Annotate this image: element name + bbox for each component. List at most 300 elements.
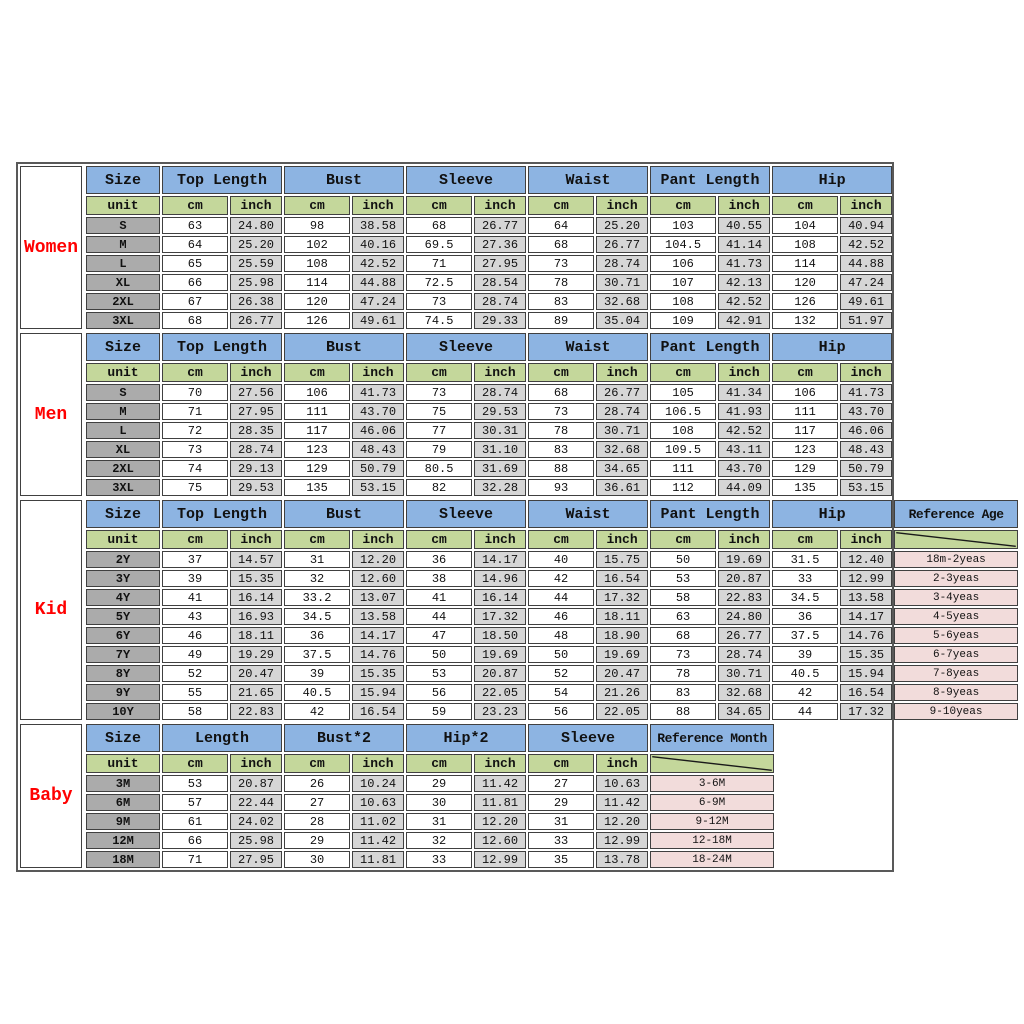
value-cm: 33: [528, 832, 594, 849]
reference-value: 8-9yeas: [894, 684, 1018, 701]
cm-label: cm: [162, 363, 228, 382]
value-cm: 63: [162, 217, 228, 234]
header-row: [86, 500, 1018, 528]
reference-value: 7-8yeas: [894, 665, 1018, 682]
column-header-waist: Waist: [528, 333, 648, 361]
column-header-hip: Hip: [772, 333, 892, 361]
value-cm: 114: [284, 274, 350, 291]
size-label: 12M: [86, 832, 160, 849]
value-inch: 12.20: [596, 813, 648, 830]
value-inch: 15.35: [840, 646, 892, 663]
cm-label: cm: [528, 754, 594, 773]
value-cm: 49: [162, 646, 228, 663]
value-cm: 50: [650, 551, 716, 568]
value-cm: 31.5: [772, 551, 838, 568]
value-cm: 36: [406, 551, 472, 568]
value-inch: 30.31: [474, 422, 526, 439]
value-cm: 64: [528, 217, 594, 234]
value-inch: 46.06: [352, 422, 404, 439]
value-inch: 11.42: [596, 794, 648, 811]
column-header-sleeve: Sleeve: [528, 724, 648, 752]
value-cm: 135: [772, 479, 838, 496]
value-inch: 53.15: [352, 479, 404, 496]
value-inch: 11.42: [474, 775, 526, 792]
table-row: [86, 255, 892, 272]
size-label: L: [86, 422, 160, 439]
value-inch: 29.33: [474, 312, 526, 329]
value-cm: 34.5: [772, 589, 838, 606]
cm-label: cm: [162, 754, 228, 773]
value-inch: 24.80: [718, 608, 770, 625]
inch-label: inch: [596, 363, 648, 382]
value-cm: 111: [284, 403, 350, 420]
size-chart-section-women: [18, 164, 892, 331]
column-header-waist: Waist: [528, 500, 648, 528]
cm-label: cm: [772, 196, 838, 215]
cm-label: cm: [406, 196, 472, 215]
size-label: S: [86, 217, 160, 234]
table-row: [86, 441, 892, 458]
section-label-baby: Baby: [20, 724, 82, 868]
value-inch: 15.75: [596, 551, 648, 568]
value-cm: 111: [772, 403, 838, 420]
value-cm: 108: [650, 293, 716, 310]
inch-label: inch: [474, 530, 526, 549]
size-label: 9M: [86, 813, 160, 830]
value-inch: 28.74: [596, 403, 648, 420]
value-inch: 12.60: [352, 570, 404, 587]
inch-label: inch: [596, 530, 648, 549]
value-cm: 27: [528, 775, 594, 792]
value-cm: 129: [284, 460, 350, 477]
value-cm: 43: [162, 608, 228, 625]
value-inch: 26.77: [596, 384, 648, 401]
size-label: 2XL: [86, 293, 160, 310]
value-cm: 106: [284, 384, 350, 401]
diagonal-cell: [894, 530, 1018, 549]
reference-value: 9-12M: [650, 813, 774, 830]
reference-value: 18m-2yeas: [894, 551, 1018, 568]
column-header-length: Length: [162, 724, 282, 752]
value-cm: 31: [406, 813, 472, 830]
value-cm: 126: [772, 293, 838, 310]
reference-value: 6-7yeas: [894, 646, 1018, 663]
value-cm: 61: [162, 813, 228, 830]
cm-label: cm: [772, 530, 838, 549]
value-inch: 25.98: [230, 832, 282, 849]
value-inch: 30.71: [596, 422, 648, 439]
value-cm: 93: [528, 479, 594, 496]
size-chart: [16, 162, 1004, 872]
value-cm: 35: [528, 851, 594, 868]
value-inch: 46.06: [840, 422, 892, 439]
value-cm: 78: [528, 422, 594, 439]
column-header-bust: Bust: [284, 166, 404, 194]
value-cm: 69.5: [406, 236, 472, 253]
inch-label: inch: [230, 363, 282, 382]
value-inch: 15.35: [230, 570, 282, 587]
value-cm: 73: [650, 646, 716, 663]
value-cm: 71: [406, 255, 472, 272]
column-header-sleeve: Sleeve: [406, 500, 526, 528]
value-inch: 26.77: [596, 236, 648, 253]
reference-value: 12-18M: [650, 832, 774, 849]
value-cm: 73: [528, 403, 594, 420]
value-cm: 129: [772, 460, 838, 477]
value-inch: 13.78: [596, 851, 648, 868]
value-cm: 74: [162, 460, 228, 477]
value-inch: 30.71: [718, 665, 770, 682]
value-inch: 14.17: [474, 551, 526, 568]
value-inch: 34.65: [718, 703, 770, 720]
column-header-hip: Hip: [772, 500, 892, 528]
value-cm: 104: [772, 217, 838, 234]
value-inch: 13.58: [840, 589, 892, 606]
cm-label: cm: [528, 363, 594, 382]
table-row: [86, 794, 774, 811]
size-label: M: [86, 236, 160, 253]
value-inch: 20.87: [230, 775, 282, 792]
value-cm: 31: [284, 551, 350, 568]
inch-label: inch: [840, 363, 892, 382]
value-cm: 114: [772, 255, 838, 272]
value-inch: 30.71: [596, 274, 648, 291]
value-cm: 29: [528, 794, 594, 811]
diagonal-line-icon: [895, 531, 1017, 548]
value-inch: 41.73: [840, 384, 892, 401]
value-cm: 48: [528, 627, 594, 644]
value-cm: 77: [406, 422, 472, 439]
value-inch: 14.76: [352, 646, 404, 663]
cm-label: cm: [650, 363, 716, 382]
value-cm: 120: [772, 274, 838, 291]
size-label: 9Y: [86, 684, 160, 701]
size-table-men: [84, 331, 894, 498]
value-inch: 20.47: [596, 665, 648, 682]
value-cm: 112: [650, 479, 716, 496]
value-cm: 109.5: [650, 441, 716, 458]
value-cm: 58: [162, 703, 228, 720]
value-cm: 98: [284, 217, 350, 234]
value-cm: 50: [406, 646, 472, 663]
value-inch: 14.76: [840, 627, 892, 644]
table-row: [86, 608, 1018, 625]
value-inch: 27.95: [474, 255, 526, 272]
value-inch: 24.80: [230, 217, 282, 234]
value-inch: 26.77: [718, 627, 770, 644]
table-row: [86, 646, 1018, 663]
value-cm: 102: [284, 236, 350, 253]
value-inch: 11.81: [352, 851, 404, 868]
value-cm: 56: [406, 684, 472, 701]
table-row: [86, 570, 1018, 587]
value-cm: 123: [772, 441, 838, 458]
reference-value: 6-9M: [650, 794, 774, 811]
value-cm: 58: [650, 589, 716, 606]
value-cm: 68: [406, 217, 472, 234]
value-inch: 13.07: [352, 589, 404, 606]
value-cm: 47: [406, 627, 472, 644]
value-inch: 31.10: [474, 441, 526, 458]
size-label: 7Y: [86, 646, 160, 663]
value-cm: 135: [284, 479, 350, 496]
value-cm: 42: [284, 703, 350, 720]
value-inch: 44.88: [352, 274, 404, 291]
value-inch: 48.43: [352, 441, 404, 458]
value-cm: 27: [284, 794, 350, 811]
reference-value: 2-3yeas: [894, 570, 1018, 587]
value-inch: 20.87: [474, 665, 526, 682]
value-cm: 33.2: [284, 589, 350, 606]
size-table-baby: [84, 722, 776, 870]
value-inch: 26.77: [474, 217, 526, 234]
value-inch: 17.32: [474, 608, 526, 625]
value-cm: 104.5: [650, 236, 716, 253]
size-table-kid: [84, 498, 1020, 722]
value-inch: 22.05: [474, 684, 526, 701]
value-inch: 40.55: [718, 217, 770, 234]
cm-label: cm: [650, 530, 716, 549]
value-cm: 26: [284, 775, 350, 792]
value-inch: 26.77: [230, 312, 282, 329]
value-cm: 72: [162, 422, 228, 439]
value-inch: 32.28: [474, 479, 526, 496]
cm-label: cm: [406, 363, 472, 382]
table-row: [86, 627, 1018, 644]
size-label: 3Y: [86, 570, 160, 587]
value-inch: 15.35: [352, 665, 404, 682]
value-cm: 66: [162, 832, 228, 849]
value-cm: 28: [284, 813, 350, 830]
size-chart-section-kid: [18, 498, 1004, 722]
value-inch: 12.20: [474, 813, 526, 830]
value-cm: 53: [162, 775, 228, 792]
value-inch: 10.63: [352, 794, 404, 811]
column-header-size: Size: [86, 500, 160, 528]
value-cm: 88: [528, 460, 594, 477]
value-inch: 22.44: [230, 794, 282, 811]
value-cm: 64: [162, 236, 228, 253]
unit-label: unit: [86, 754, 160, 773]
cm-label: cm: [772, 363, 838, 382]
value-cm: 52: [528, 665, 594, 682]
diagonal-line-icon: [651, 755, 773, 772]
value-inch: 42.13: [718, 274, 770, 291]
value-inch: 14.17: [352, 627, 404, 644]
inch-label: inch: [352, 754, 404, 773]
value-inch: 22.05: [596, 703, 648, 720]
cm-label: cm: [406, 530, 472, 549]
value-inch: 50.79: [840, 460, 892, 477]
value-inch: 28.74: [718, 646, 770, 663]
value-cm: 83: [650, 684, 716, 701]
column-header-waist: Waist: [528, 166, 648, 194]
value-inch: 15.94: [352, 684, 404, 701]
value-cm: 66: [162, 274, 228, 291]
value-cm: 39: [284, 665, 350, 682]
column-header-sleeve: Sleeve: [406, 333, 526, 361]
value-cm: 80.5: [406, 460, 472, 477]
inch-label: inch: [718, 363, 770, 382]
value-cm: 106.5: [650, 403, 716, 420]
value-inch: 10.63: [596, 775, 648, 792]
value-inch: 28.74: [230, 441, 282, 458]
value-cm: 79: [406, 441, 472, 458]
value-inch: 25.59: [230, 255, 282, 272]
value-cm: 59: [406, 703, 472, 720]
inch-label: inch: [474, 754, 526, 773]
column-header-pant-length: Pant Length: [650, 333, 770, 361]
header-row: [86, 724, 774, 752]
value-cm: 67: [162, 293, 228, 310]
value-cm: 42: [528, 570, 594, 587]
cm-label: cm: [162, 196, 228, 215]
value-cm: 41: [162, 589, 228, 606]
value-cm: 73: [162, 441, 228, 458]
value-inch: 14.17: [840, 608, 892, 625]
column-header-bust: Bust: [284, 500, 404, 528]
value-inch: 31.69: [474, 460, 526, 477]
value-inch: 41.93: [718, 403, 770, 420]
value-inch: 28.35: [230, 422, 282, 439]
value-inch: 19.69: [718, 551, 770, 568]
value-inch: 44.09: [718, 479, 770, 496]
table-row: [86, 403, 892, 420]
diagonal-cell: [650, 754, 774, 773]
size-label: 3XL: [86, 479, 160, 496]
value-cm: 73: [406, 384, 472, 401]
inch-label: inch: [230, 196, 282, 215]
value-cm: 71: [162, 403, 228, 420]
value-inch: 29.53: [474, 403, 526, 420]
value-cm: 108: [772, 236, 838, 253]
value-inch: 20.87: [718, 570, 770, 587]
table-row: [86, 293, 892, 310]
value-cm: 31: [528, 813, 594, 830]
value-inch: 12.99: [474, 851, 526, 868]
value-inch: 47.24: [352, 293, 404, 310]
value-inch: 27.95: [230, 403, 282, 420]
cm-label: cm: [162, 530, 228, 549]
value-inch: 41.73: [718, 255, 770, 272]
value-inch: 25.20: [596, 217, 648, 234]
value-cm: 120: [284, 293, 350, 310]
value-cm: 68: [650, 627, 716, 644]
header-row: [86, 333, 892, 361]
table-row: [86, 813, 774, 830]
inch-label: inch: [352, 363, 404, 382]
value-cm: 117: [772, 422, 838, 439]
inch-label: inch: [474, 363, 526, 382]
size-label: 8Y: [86, 665, 160, 682]
size-label: XL: [86, 274, 160, 291]
unit-row: [86, 754, 774, 773]
value-inch: 19.69: [474, 646, 526, 663]
column-header-hip: Hip: [772, 166, 892, 194]
value-inch: 14.57: [230, 551, 282, 568]
column-header-bust-2: Bust*2: [284, 724, 404, 752]
size-label: 5Y: [86, 608, 160, 625]
inch-label: inch: [840, 530, 892, 549]
size-label: 6Y: [86, 627, 160, 644]
table-row: [86, 703, 1018, 720]
value-inch: 47.24: [840, 274, 892, 291]
column-header-top-length: Top Length: [162, 166, 282, 194]
value-inch: 27.95: [230, 851, 282, 868]
column-header-size: Size: [86, 333, 160, 361]
value-cm: 55: [162, 684, 228, 701]
value-cm: 78: [650, 665, 716, 682]
value-inch: 16.54: [596, 570, 648, 587]
size-label: S: [86, 384, 160, 401]
value-cm: 53: [650, 570, 716, 587]
size-chart-section-men: [18, 331, 892, 498]
value-inch: 28.74: [474, 293, 526, 310]
reference-value: 5-6yeas: [894, 627, 1018, 644]
column-header-size: Size: [86, 724, 160, 752]
value-inch: 21.65: [230, 684, 282, 701]
value-inch: 16.14: [230, 589, 282, 606]
table-row: [86, 832, 774, 849]
value-inch: 35.04: [596, 312, 648, 329]
value-cm: 30: [284, 851, 350, 868]
column-header-pant-length: Pant Length: [650, 166, 770, 194]
value-cm: 36: [772, 608, 838, 625]
value-cm: 44: [406, 608, 472, 625]
value-inch: 11.81: [474, 794, 526, 811]
value-cm: 40.5: [772, 665, 838, 682]
value-inch: 40.16: [352, 236, 404, 253]
table-row: [86, 589, 1018, 606]
size-label: 2XL: [86, 460, 160, 477]
value-inch: 49.61: [840, 293, 892, 310]
unit-label: unit: [86, 530, 160, 549]
table-row: [86, 460, 892, 477]
value-inch: 28.74: [474, 384, 526, 401]
value-inch: 11.42: [352, 832, 404, 849]
table-row: [86, 274, 892, 291]
inch-label: inch: [474, 196, 526, 215]
value-inch: 42.52: [840, 236, 892, 253]
value-inch: 12.60: [474, 832, 526, 849]
inch-label: inch: [840, 196, 892, 215]
value-cm: 65: [162, 255, 228, 272]
value-inch: 32.68: [718, 684, 770, 701]
value-inch: 18.11: [230, 627, 282, 644]
value-inch: 12.99: [840, 570, 892, 587]
value-cm: 68: [528, 384, 594, 401]
value-inch: 44.88: [840, 255, 892, 272]
table-row: [86, 851, 774, 868]
value-cm: 109: [650, 312, 716, 329]
unit-row: [86, 530, 1018, 549]
table-row: [86, 384, 892, 401]
value-inch: 48.43: [840, 441, 892, 458]
value-inch: 18.11: [596, 608, 648, 625]
value-cm: 106: [650, 255, 716, 272]
value-inch: 16.93: [230, 608, 282, 625]
value-inch: 49.61: [352, 312, 404, 329]
value-cm: 44: [528, 589, 594, 606]
table-row: [86, 551, 1018, 568]
value-inch: 16.54: [352, 703, 404, 720]
value-inch: 18.50: [474, 627, 526, 644]
table-row: [86, 684, 1018, 701]
size-label: 2Y: [86, 551, 160, 568]
value-inch: 41.73: [352, 384, 404, 401]
value-cm: 44: [772, 703, 838, 720]
value-cm: 82: [406, 479, 472, 496]
